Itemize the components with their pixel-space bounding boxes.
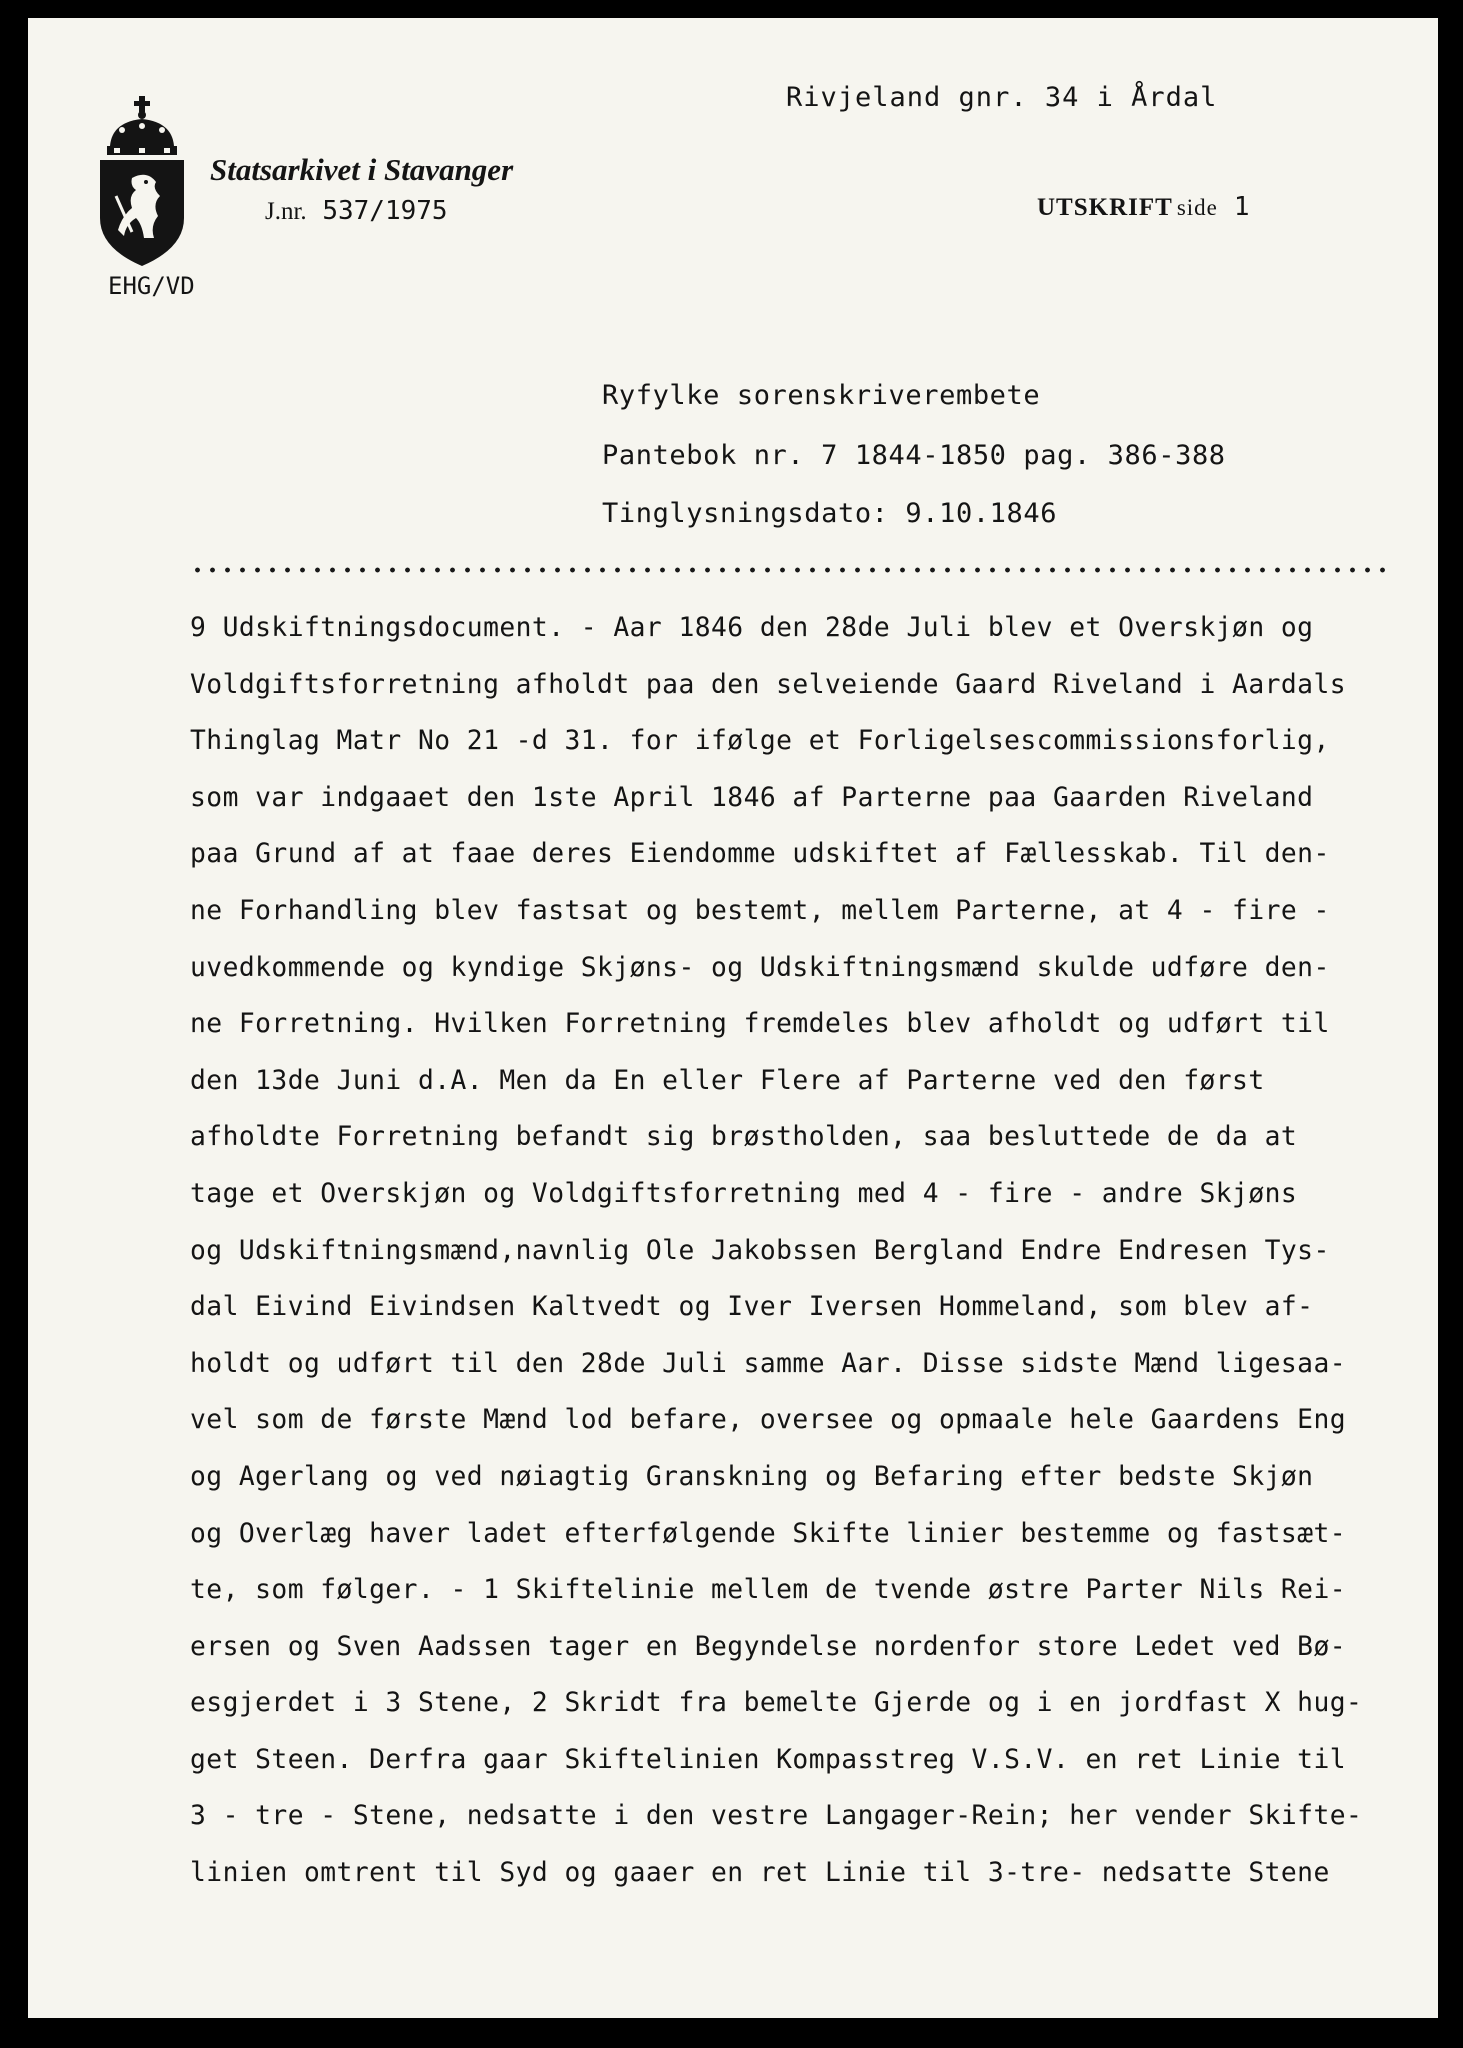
transcript-body <box>190 600 1400 1902</box>
body-line: get Steen. Derfra gaar Skiftelinien Kompasstreg V.S.V. en ret Linie til <box>190 1744 1347 1775</box>
journal-number-line <box>265 196 448 226</box>
coat-of-arms-icon <box>92 96 192 268</box>
body-line: ersen og Sven Aadssen tager en Begyndelse nordenfor store Ledet ved Bø- <box>190 1631 1347 1662</box>
body-line: og Overlæg haver ladet efterfølgende Skifte linier bestemme og fastsæt- <box>190 1518 1347 1549</box>
archive-name: Statsarkivet i Stavanger <box>210 152 514 187</box>
body-line: afholdte Forretning befandt sig brøstholden, saa besluttede de da at <box>190 1122 1298 1153</box>
dotted-separator <box>190 560 1388 580</box>
body-line: paa Grund af at faae deres Eiendomme udskiftet af Fællesskab. Til den- <box>190 839 1330 870</box>
body-line: ne Forhandling blev fastsat og bestemt, mellem Parterne, at 4 - fire - <box>190 895 1330 926</box>
page-number: 1 <box>1233 192 1251 222</box>
body-line: holdt og udført til den 28de Juli samme Aar. Disse sidste Mænd ligesaa- <box>190 1348 1347 1379</box>
body-line: 3 - tre - Stene, nedsatte i den vestre Langager-Rein; her vender Skifte- <box>190 1801 1363 1832</box>
body-line: og Agerlang og ved nøiagtig Granskning og Befaring efter bedste Skjøn <box>190 1461 1314 1492</box>
body-line: esgjerdet i 3 Stene, 2 Skridt fra bemelte Gjerde og i en jordfast X hug- <box>190 1688 1363 1719</box>
journal-prefix: J.nr. <box>265 198 307 225</box>
body-line: ne Forretning. Hvilken Forretning fremdeles blev afholdt og udført til <box>190 1009 1330 1040</box>
body-line: den 13de Juni d.A. Men da En eller Flere af Parterne ved den først <box>190 1065 1265 1096</box>
journal-number: 537/1975 <box>322 196 448 226</box>
source-registration-date: Tinglysningsdato: 9.10.1846 <box>602 498 1058 529</box>
body-line: dal Eivind Eivindsen Kaltvedt og Iver Iversen Hommeland, som blev af- <box>190 1292 1314 1323</box>
source-book: Pantebok nr. 7 1844-1850 pag. 386-388 <box>602 440 1226 471</box>
source-office: Ryfylke sorenskriverembete <box>602 380 1041 411</box>
side-label: side <box>1176 195 1218 220</box>
body-line: uvedkommende og kyndige Skjøns- og Udskiftningsmænd skulde udføre den- <box>190 952 1330 983</box>
body-line: som var indgaaet den 1ste April 1846 af Parterne paa Gaarden Riveland <box>190 782 1314 813</box>
utskrift-page-label <box>1037 192 1251 222</box>
body-line: 9 Udskiftningsdocument. - Aar 1846 den 28de Juli blev et Overskjøn og <box>190 613 1314 643</box>
body-line: Voldgiftsforretning afholdt paa den selveiende Gaard Riveland i Aardals <box>190 669 1347 700</box>
body-line: tage et Overskjøn og Voldgiftsforretning med 4 - fire - andre Skjøns <box>190 1178 1298 1209</box>
farm-reference: Rivjeland gnr. 34 i Årdal <box>786 82 1218 113</box>
body-line: vel som de første Mænd lod befare, oversee og opmaale hele Gaardens Eng <box>190 1405 1347 1436</box>
utskrift-label: UTSKRIFT <box>1037 194 1173 221</box>
body-line: te, som følger. - 1 Skiftelinie mellem de tvende østre Parter Nils Rei- <box>190 1575 1347 1606</box>
body-line: Thinglag Matr No 21 -d 31. for ifølge et Forligelsescommissionsforlig, <box>190 726 1330 757</box>
body-line: linien omtrent til Syd og gaaer en ret Linie til 3-tre- nedsatte Stene <box>190 1858 1330 1889</box>
signature-initials: EHG/VD <box>108 272 195 300</box>
body-line: og Udskiftningsmænd,navnlig Ole Jakobssen Bergland Endre Endresen Tys- <box>190 1235 1330 1266</box>
